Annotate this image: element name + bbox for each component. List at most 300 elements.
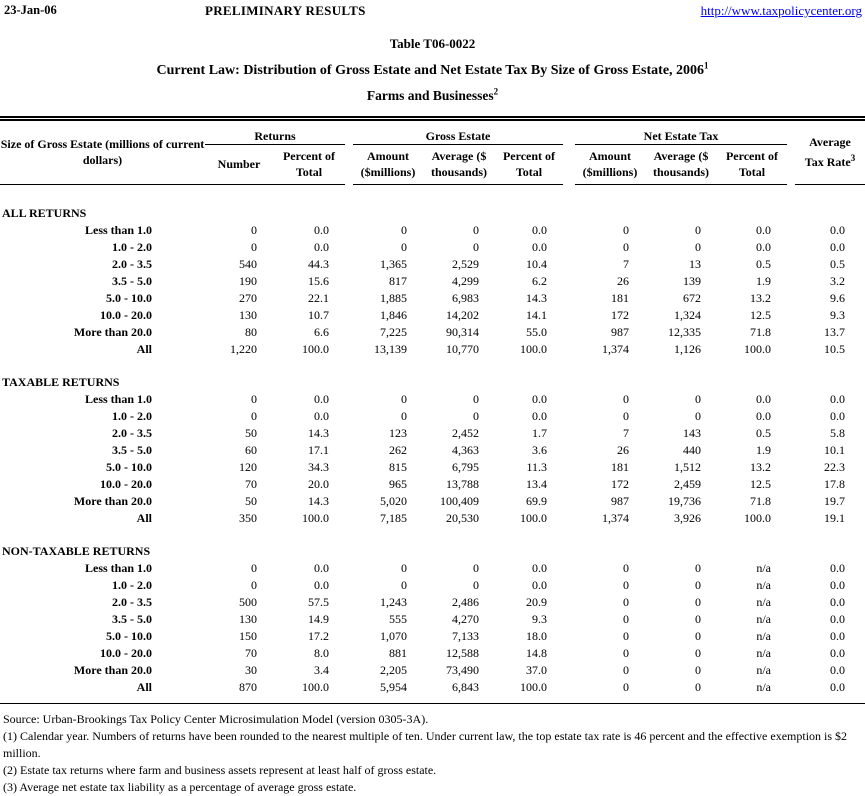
- cell-value: 19.7: [824, 493, 845, 508]
- column-gap: [787, 594, 795, 611]
- column-gap: [345, 391, 353, 408]
- cell-value: 14.8: [526, 645, 547, 660]
- cell-value: 0: [623, 594, 629, 609]
- row-label: 2.0 - 3.5: [112, 256, 152, 271]
- row-label: All: [136, 341, 152, 356]
- column-gap: [563, 611, 575, 628]
- cell-value: 0.0: [830, 391, 845, 406]
- cell-value: n/a: [756, 628, 771, 643]
- table-row: [0, 459, 865, 476]
- cell-value: 15.6: [308, 273, 329, 288]
- cell-value: 123: [389, 425, 407, 440]
- table-row: [0, 476, 865, 493]
- cell-value: 2,459: [674, 476, 701, 491]
- column-gap: [563, 594, 575, 611]
- row-label: 5.0 - 10.0: [106, 628, 152, 643]
- section-header: ALL RETURNS: [2, 205, 87, 220]
- cell-value: 22.3: [824, 459, 845, 474]
- cell-value: 0.0: [830, 645, 845, 660]
- spacer-row: [0, 696, 865, 704]
- cell-value: 270: [239, 290, 257, 305]
- column-gap: [345, 611, 353, 628]
- cell-value: 3.2: [830, 273, 845, 288]
- cell-value: 80: [245, 324, 257, 339]
- cell-value: 7,133: [452, 628, 479, 643]
- table-row: [0, 442, 865, 459]
- cell-value: 5,954: [380, 679, 407, 694]
- row-label: 1.0 - 2.0: [112, 577, 152, 592]
- column-gap: [563, 239, 575, 256]
- cell-value: 13,139: [374, 341, 407, 356]
- cell-value: 6,795: [452, 459, 479, 474]
- footnotes: [0, 711, 865, 796]
- cell-value: 50: [245, 425, 257, 440]
- column-gap: [345, 594, 353, 611]
- group-header-gross-estate: Gross Estate: [353, 119, 563, 145]
- cell-value: 143: [683, 425, 701, 440]
- row-label: 1.0 - 2.0: [112, 239, 152, 254]
- column-header-returns-number: Number: [205, 145, 273, 185]
- column-gap: [787, 645, 795, 662]
- cell-value: 20.9: [526, 594, 547, 609]
- cell-value: 4,299: [452, 273, 479, 288]
- cell-value: 1,512: [674, 459, 701, 474]
- cell-value: 0: [251, 391, 257, 406]
- cell-value: 2,529: [452, 256, 479, 271]
- row-label: All: [136, 510, 152, 525]
- rate-footnote-ref-3: 3: [850, 152, 856, 163]
- cell-value: 1,885: [380, 290, 407, 305]
- cell-value: 7: [623, 256, 629, 271]
- section-header: NON-TAXABLE RETURNS: [2, 543, 151, 558]
- row-label: More than 20.0: [73, 493, 152, 508]
- row-label: More than 20.0: [73, 324, 152, 339]
- cell-value: 3.4: [314, 662, 329, 677]
- column-gap: [563, 560, 575, 577]
- column-gap: [345, 256, 353, 273]
- row-label: 10.0 - 20.0: [100, 476, 152, 491]
- column-gap: [345, 273, 353, 290]
- row-label: 10.0 - 20.0: [100, 307, 152, 322]
- cell-value: 815: [389, 459, 407, 474]
- cell-value: 0.0: [314, 222, 329, 237]
- column-gap: [563, 662, 575, 679]
- cell-value: 18.0: [526, 628, 547, 643]
- cell-value: 7,225: [380, 324, 407, 339]
- estate-tax-table: [0, 116, 865, 704]
- cell-value: 10.5: [824, 341, 845, 356]
- table-row: [0, 510, 865, 527]
- column-gap: [787, 510, 795, 527]
- group-header-net-estate-tax: Net Estate Tax: [575, 119, 787, 145]
- column-gap: [345, 307, 353, 324]
- cell-value: 4,270: [452, 611, 479, 626]
- column-header-net-amount: Amount ($millions): [575, 145, 645, 185]
- cell-value: 100.0: [302, 341, 329, 356]
- cell-value: 0.0: [314, 239, 329, 254]
- cell-value: 0: [623, 611, 629, 626]
- cell-value: 100.0: [302, 510, 329, 525]
- average-tax-rate-line1: Average: [809, 135, 851, 150]
- cell-value: 14,202: [446, 307, 479, 322]
- cell-value: 0.0: [314, 577, 329, 592]
- cell-value: 10.4: [526, 256, 547, 271]
- column-gap: [787, 408, 795, 425]
- cell-value: 0: [695, 679, 701, 694]
- cell-value: 7: [623, 425, 629, 440]
- cell-value: 3,926: [674, 510, 701, 525]
- cell-value: 0: [473, 577, 479, 592]
- cell-value: 0.0: [314, 391, 329, 406]
- row-label: Less than 1.0: [84, 391, 152, 406]
- cell-value: 0.0: [830, 662, 845, 677]
- row-label: 10.0 - 20.0: [100, 645, 152, 660]
- cell-value: 100.0: [744, 341, 771, 356]
- column-gap: [563, 290, 575, 307]
- cell-value: 987: [611, 324, 629, 339]
- cell-value: 0: [695, 408, 701, 423]
- cell-value: n/a: [756, 594, 771, 609]
- cell-value: 0: [695, 645, 701, 660]
- column-gap: [787, 560, 795, 577]
- table-row: [0, 493, 865, 510]
- cell-value: 500: [239, 594, 257, 609]
- cell-value: 0.5: [830, 256, 845, 271]
- cell-value: 0.0: [830, 628, 845, 643]
- column-gap: [563, 425, 575, 442]
- table-row: [0, 425, 865, 442]
- column-gap: [787, 341, 795, 358]
- cell-value: 0: [251, 239, 257, 254]
- cell-value: 14.3: [308, 493, 329, 508]
- column-gap: [563, 493, 575, 510]
- cell-value: 7,185: [380, 510, 407, 525]
- cell-value: 13,788: [446, 476, 479, 491]
- column-gap: [787, 662, 795, 679]
- cell-value: 0: [623, 222, 629, 237]
- cell-value: 0: [251, 577, 257, 592]
- cell-value: 100.0: [520, 341, 547, 356]
- column-gap: [345, 239, 353, 256]
- cell-value: 0: [623, 391, 629, 406]
- column-gap: [563, 628, 575, 645]
- column-gap: [563, 273, 575, 290]
- column-header-gross-percent: Percent of Total: [495, 145, 563, 185]
- column-gap: [563, 408, 575, 425]
- table-row: [0, 408, 865, 425]
- cell-value: 172: [611, 307, 629, 322]
- row-label: 3.5 - 5.0: [112, 442, 152, 457]
- cell-value: 190: [239, 273, 257, 288]
- footnote-1: (1) Calendar year. Numbers of returns have been rounded to the nearest multiple of ten. Under current law, the top estate tax rate is 46 percent and the effective exemption is $2 million.: [3, 729, 848, 761]
- cell-value: 172: [611, 476, 629, 491]
- cell-value: 1,324: [674, 307, 701, 322]
- cell-value: 0: [695, 611, 701, 626]
- column-gap: [345, 662, 353, 679]
- spacer-row: [0, 358, 865, 374]
- spacer-row: [0, 185, 865, 205]
- cell-value: 57.5: [308, 594, 329, 609]
- column-gap: [563, 222, 575, 239]
- column-gap: [563, 256, 575, 273]
- cell-value: 19.1: [824, 510, 845, 525]
- cell-value: 0: [695, 662, 701, 677]
- table-row: [0, 628, 865, 645]
- cell-value: 120: [239, 459, 257, 474]
- cell-value: 50: [245, 493, 257, 508]
- column-gap: [563, 341, 575, 358]
- table-row: [0, 273, 865, 290]
- column-gap: [345, 442, 353, 459]
- table-title-text: Current Law: Distribution of Gross Estate and Net Estate Tax By Size of Gross Estate, 2006: [156, 63, 705, 78]
- table-title: [0, 60, 865, 79]
- column-gap: [787, 391, 795, 408]
- cell-value: 0.0: [532, 222, 547, 237]
- table-row: [0, 341, 865, 358]
- column-gap: [563, 119, 575, 185]
- table-subtitle: [0, 88, 865, 104]
- table-row: [0, 662, 865, 679]
- cell-value: 14.3: [526, 290, 547, 305]
- cell-value: 10.7: [308, 307, 329, 322]
- cell-value: 14.9: [308, 611, 329, 626]
- column-gap: [345, 510, 353, 527]
- cell-value: 1,374: [602, 510, 629, 525]
- column-header-gross-average: Average ($ thousands): [423, 145, 495, 185]
- cell-value: 20,530: [446, 510, 479, 525]
- column-gap: [787, 290, 795, 307]
- cell-value: 0.0: [830, 408, 845, 423]
- column-gap: [787, 119, 795, 185]
- table-row: [0, 611, 865, 628]
- column-gap: [787, 324, 795, 341]
- column-gap: [787, 679, 795, 696]
- table-row: [0, 391, 865, 408]
- column-gap: [345, 119, 353, 185]
- cell-value: 2,486: [452, 594, 479, 609]
- cell-value: 20.0: [308, 476, 329, 491]
- preliminary-results-banner: PRELIMINARY RESULTS: [205, 3, 366, 18]
- cell-value: 26: [617, 442, 629, 457]
- cell-value: 1,070: [380, 628, 407, 643]
- column-gap: [563, 476, 575, 493]
- column-gap: [787, 442, 795, 459]
- cell-value: 17.8: [824, 476, 845, 491]
- cell-value: 70: [245, 645, 257, 660]
- table-number: Table T06-0022: [389, 36, 476, 51]
- cell-value: 0.0: [532, 391, 547, 406]
- cell-value: 0: [473, 408, 479, 423]
- row-label: Less than 1.0: [84, 222, 152, 237]
- cell-value: 0.0: [830, 594, 845, 609]
- cell-value: 9.6: [830, 290, 845, 305]
- row-label: 5.0 - 10.0: [106, 290, 152, 305]
- cell-value: 0: [401, 391, 407, 406]
- cell-value: 1,126: [674, 341, 701, 356]
- column-header-net-average: Average ($ thousands): [645, 145, 717, 185]
- cell-value: 139: [683, 273, 701, 288]
- cell-value: 0: [473, 391, 479, 406]
- cell-value: 60: [245, 442, 257, 457]
- row-label: 5.0 - 10.0: [106, 459, 152, 474]
- cell-value: 0: [623, 408, 629, 423]
- footnote-3: (3) Average net estate tax liability as a percentage of average gross estate.: [3, 780, 357, 795]
- column-gap: [345, 628, 353, 645]
- column-gap: [787, 628, 795, 645]
- row-label: 3.5 - 5.0: [112, 273, 152, 288]
- cell-value: 0.0: [830, 679, 845, 694]
- cell-value: 672: [683, 290, 701, 305]
- taxpolicycenter-link[interactable]: http://www.taxpolicycenter.org: [700, 3, 862, 18]
- column-gap: [787, 222, 795, 239]
- cell-value: 4,363: [452, 442, 479, 457]
- cell-value: 350: [239, 510, 257, 525]
- source-note: Source: Urban-Brookings Tax Policy Center Microsimulation Model (version 0305-3A).: [3, 712, 429, 726]
- cell-value: 0: [623, 239, 629, 254]
- cell-value: 817: [389, 273, 407, 288]
- cell-value: 3.6: [532, 442, 547, 457]
- column-gap: [563, 307, 575, 324]
- cell-value: 0.0: [532, 577, 547, 592]
- column-gap: [787, 459, 795, 476]
- cell-value: 9.3: [532, 611, 547, 626]
- cell-value: 0.0: [756, 408, 771, 423]
- row-label: 3.5 - 5.0: [112, 611, 152, 626]
- cell-value: 0: [623, 662, 629, 677]
- cell-value: 9.3: [830, 307, 845, 322]
- cell-value: 0: [251, 560, 257, 575]
- cell-value: 0.0: [830, 222, 845, 237]
- cell-value: 26: [617, 273, 629, 288]
- cell-value: 262: [389, 442, 407, 457]
- cell-value: 0.0: [314, 408, 329, 423]
- cell-value: 10,770: [446, 341, 479, 356]
- cell-value: 71.8: [750, 493, 771, 508]
- cell-value: 13: [689, 256, 701, 271]
- cell-value: 2,452: [452, 425, 479, 440]
- cell-value: n/a: [756, 560, 771, 575]
- column-gap: [345, 290, 353, 307]
- cell-value: 13.7: [824, 324, 845, 339]
- row-label: More than 20.0: [73, 662, 152, 677]
- section-header-row: [0, 543, 865, 560]
- cell-value: 0: [251, 408, 257, 423]
- table-subtitle-text: Farms and Businesses: [366, 88, 494, 103]
- column-header-gross-amount: Amount ($millions): [353, 145, 423, 185]
- cell-value: 73,490: [446, 662, 479, 677]
- cell-value: 22.1: [308, 290, 329, 305]
- cell-value: 0: [401, 222, 407, 237]
- cell-value: 0: [623, 679, 629, 694]
- row-label: 1.0 - 2.0: [112, 408, 152, 423]
- cell-value: 0.0: [830, 560, 845, 575]
- cell-value: 1.9: [756, 273, 771, 288]
- average-tax-rate-line2: Tax Rate: [804, 154, 851, 169]
- cell-value: 0: [401, 239, 407, 254]
- cell-value: 881: [389, 645, 407, 660]
- cell-value: 0: [623, 628, 629, 643]
- cell-value: 70: [245, 476, 257, 491]
- column-gap: [563, 679, 575, 696]
- cell-value: n/a: [756, 611, 771, 626]
- cell-value: 0: [623, 645, 629, 660]
- cell-value: 965: [389, 476, 407, 491]
- column-gap: [787, 493, 795, 510]
- cell-value: 0: [623, 577, 629, 592]
- column-gap: [563, 645, 575, 662]
- subtitle-footnote-ref-2: 2: [493, 86, 499, 97]
- cell-value: 0.5: [756, 425, 771, 440]
- top-bar: [0, 0, 865, 23]
- cell-value: 6,843: [452, 679, 479, 694]
- column-header-average-tax-rate: [795, 119, 865, 185]
- cell-value: 6.2: [532, 273, 547, 288]
- cell-value: 19,736: [668, 493, 701, 508]
- cell-value: 6.6: [314, 324, 329, 339]
- cell-value: 181: [611, 459, 629, 474]
- document-date: 23-Jan-06: [4, 3, 57, 17]
- table-row: [0, 222, 865, 239]
- title-footnote-ref-1: 1: [704, 60, 709, 71]
- cell-value: 0.0: [756, 391, 771, 406]
- cell-value: 0: [251, 222, 257, 237]
- spacer-row: [0, 527, 865, 543]
- cell-value: 0: [695, 391, 701, 406]
- column-gap: [563, 391, 575, 408]
- cell-value: 0.0: [756, 222, 771, 237]
- table-row: [0, 679, 865, 696]
- column-gap: [787, 476, 795, 493]
- cell-value: 30: [245, 662, 257, 677]
- column-gap: [345, 341, 353, 358]
- cell-value: 8.0: [314, 645, 329, 660]
- column-gap: [345, 645, 353, 662]
- cell-value: 0.0: [830, 239, 845, 254]
- cell-value: 100.0: [744, 510, 771, 525]
- cell-value: 130: [239, 307, 257, 322]
- cell-value: 0: [401, 560, 407, 575]
- cell-value: 12,588: [446, 645, 479, 660]
- row-label: 2.0 - 3.5: [112, 594, 152, 609]
- cell-value: 870: [239, 679, 257, 694]
- cell-value: 130: [239, 611, 257, 626]
- column-gap: [787, 307, 795, 324]
- footnote-2: (2) Estate tax returns where farm and business assets represent at least half of gross estate.: [3, 763, 437, 778]
- table-row: [0, 645, 865, 662]
- cell-value: 0: [473, 222, 479, 237]
- column-gap: [345, 425, 353, 442]
- cell-value: 0.0: [756, 239, 771, 254]
- cell-value: 1,846: [380, 307, 407, 322]
- table-row: [0, 307, 865, 324]
- cell-value: 0: [695, 222, 701, 237]
- cell-value: n/a: [756, 662, 771, 677]
- column-gap: [345, 324, 353, 341]
- column-gap: [563, 442, 575, 459]
- cell-value: 0: [401, 577, 407, 592]
- table-row: [0, 577, 865, 594]
- table-row: [0, 256, 865, 273]
- cell-value: 69.9: [526, 493, 547, 508]
- cell-value: 0: [695, 560, 701, 575]
- cell-value: 0.0: [830, 577, 845, 592]
- table-body: [0, 185, 865, 704]
- cell-value: 181: [611, 290, 629, 305]
- cell-value: 12,335: [668, 324, 701, 339]
- cell-value: 13.4: [526, 476, 547, 491]
- cell-value: 12.5: [750, 307, 771, 322]
- cell-value: 987: [611, 493, 629, 508]
